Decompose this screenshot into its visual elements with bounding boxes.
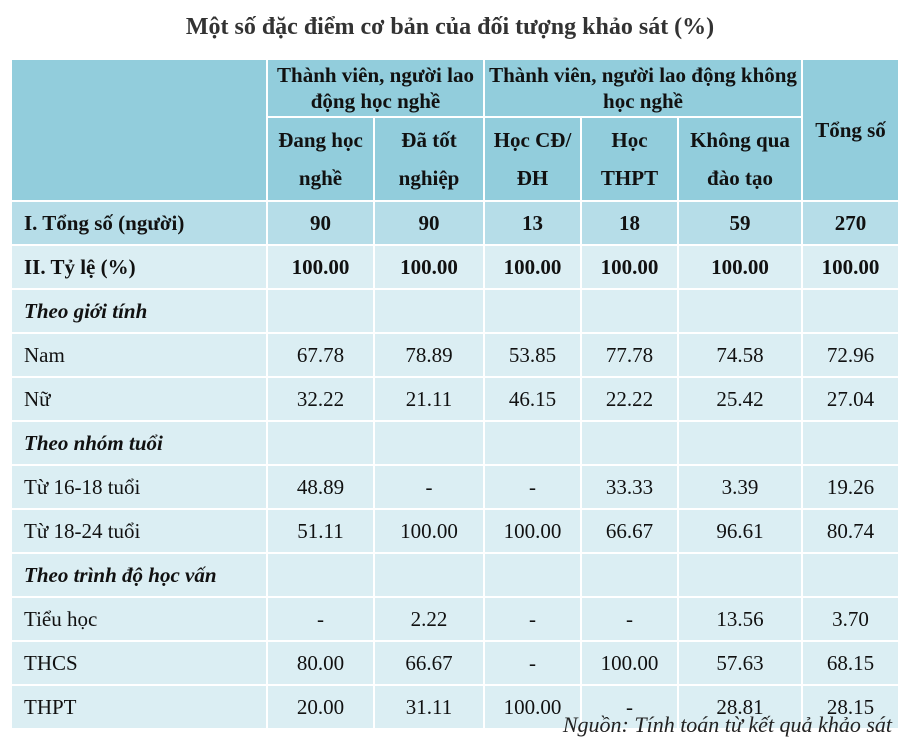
table-cell: 67.78 — [267, 333, 374, 377]
row-label: Nữ — [11, 377, 267, 421]
table-cell — [374, 289, 484, 333]
table-cell — [267, 421, 374, 465]
source-note: Nguồn: Tính toán từ kết quả khảo sát — [562, 712, 892, 737]
table-cell: 59 — [678, 201, 802, 245]
table-cell: 27.04 — [802, 377, 899, 421]
table-cell: 72.96 — [802, 333, 899, 377]
row-label: Từ 16-18 tuổi — [11, 465, 267, 509]
table-cell — [678, 421, 802, 465]
table-cell — [267, 289, 374, 333]
table-cell: 57.63 — [678, 641, 802, 685]
table-cell — [581, 289, 678, 333]
table-row — [11, 377, 899, 421]
table-cell: 46.15 — [484, 377, 581, 421]
header-group-nonvocational: Thành viên, người lao động không học nghề — [484, 59, 802, 117]
row-label: THCS — [11, 641, 267, 685]
table-cell: 21.11 — [374, 377, 484, 421]
header-studying: Đang học nghề — [267, 117, 374, 201]
table-cell: 28.15 — [802, 685, 899, 729]
row-label: II. Tỷ lệ (%) — [11, 245, 267, 289]
table-cell: 78.89 — [374, 333, 484, 377]
table-row — [11, 245, 899, 289]
row-label: I. Tổng số (người) — [11, 201, 267, 245]
table-cell: 20.00 — [267, 685, 374, 729]
table-cell: - — [484, 465, 581, 509]
table-row — [11, 509, 899, 553]
row-label: Từ 18-24 tuổi — [11, 509, 267, 553]
table-cell — [802, 289, 899, 333]
header-college: Học CĐ/ĐH — [484, 117, 581, 201]
table-body — [11, 201, 899, 729]
table-row — [11, 421, 899, 465]
table-cell: 19.26 — [802, 465, 899, 509]
row-label: Tiểu học — [11, 597, 267, 641]
table-row — [11, 597, 899, 641]
header-empty-cell — [11, 59, 267, 201]
table-cell: 100.00 — [581, 245, 678, 289]
table-cell: 66.67 — [374, 641, 484, 685]
table-cell: 66.67 — [581, 509, 678, 553]
header-group-vocational: Thành viên, người lao động học nghề — [267, 59, 484, 117]
table-row — [11, 333, 899, 377]
table-row — [11, 553, 899, 597]
table-cell: 100.00 — [374, 509, 484, 553]
table-cell: - — [581, 685, 678, 729]
table-cell: 100.00 — [374, 245, 484, 289]
row-label: Theo nhóm tuổi — [11, 421, 267, 465]
table-cell: 13 — [484, 201, 581, 245]
table-cell: - — [581, 597, 678, 641]
table-cell — [581, 553, 678, 597]
table-cell: - — [484, 597, 581, 641]
table-cell — [374, 553, 484, 597]
table-cell: 100.00 — [267, 245, 374, 289]
table-cell: 90 — [267, 201, 374, 245]
table-cell: 80.74 — [802, 509, 899, 553]
header-total: Tổng số — [802, 59, 899, 201]
table-cell: 100.00 — [802, 245, 899, 289]
table-cell — [581, 421, 678, 465]
table-cell — [484, 421, 581, 465]
table-cell: 28.81 — [678, 685, 802, 729]
table-cell: - — [374, 465, 484, 509]
table-cell: 25.42 — [678, 377, 802, 421]
row-label: THPT — [11, 685, 267, 729]
table-cell: 96.61 — [678, 509, 802, 553]
table-cell — [267, 553, 374, 597]
table-row — [11, 641, 899, 685]
table-cell: - — [484, 641, 581, 685]
header-highschool: Học THPT — [581, 117, 678, 201]
row-label: Theo trình độ học vấn — [11, 553, 267, 597]
table-cell: 22.22 — [581, 377, 678, 421]
table-cell: 100.00 — [678, 245, 802, 289]
table-cell: 270 — [802, 201, 899, 245]
row-label: Theo giới tính — [11, 289, 267, 333]
table-cell: - — [267, 597, 374, 641]
table-cell: 2.22 — [374, 597, 484, 641]
table-cell: 32.22 — [267, 377, 374, 421]
table-title: Một số đặc điểm cơ bản của đối tượng khảo sát (%) — [185, 14, 715, 40]
table-cell: 48.89 — [267, 465, 374, 509]
table-cell: 13.56 — [678, 597, 802, 641]
table-cell — [678, 553, 802, 597]
table-row — [11, 289, 899, 333]
table-cell: 3.70 — [802, 597, 899, 641]
survey-table — [10, 58, 900, 730]
table-cell: 100.00 — [581, 641, 678, 685]
table-cell: 100.00 — [484, 685, 581, 729]
table-cell: 51.11 — [267, 509, 374, 553]
table-cell — [374, 421, 484, 465]
header-graduated: Đã tốt nghiệp — [374, 117, 484, 201]
table-cell — [484, 289, 581, 333]
table-cell: 68.15 — [802, 641, 899, 685]
table-cell: 31.11 — [374, 685, 484, 729]
table-cell — [484, 553, 581, 597]
table-row — [11, 465, 899, 509]
table-cell: 74.58 — [678, 333, 802, 377]
table-cell: 100.00 — [484, 509, 581, 553]
table-cell: 90 — [374, 201, 484, 245]
table-cell: 18 — [581, 201, 678, 245]
table-container — [10, 58, 898, 730]
table-row — [11, 201, 899, 245]
table-cell: 53.85 — [484, 333, 581, 377]
table-cell: 3.39 — [678, 465, 802, 509]
table-cell: 100.00 — [484, 245, 581, 289]
table-cell: 33.33 — [581, 465, 678, 509]
table-cell: 77.78 — [581, 333, 678, 377]
table-cell — [802, 421, 899, 465]
table-cell: 80.00 — [267, 641, 374, 685]
header-untrained: Không qua đào tạo — [678, 117, 802, 201]
table-cell — [802, 553, 899, 597]
table-cell — [678, 289, 802, 333]
row-label: Nam — [11, 333, 267, 377]
